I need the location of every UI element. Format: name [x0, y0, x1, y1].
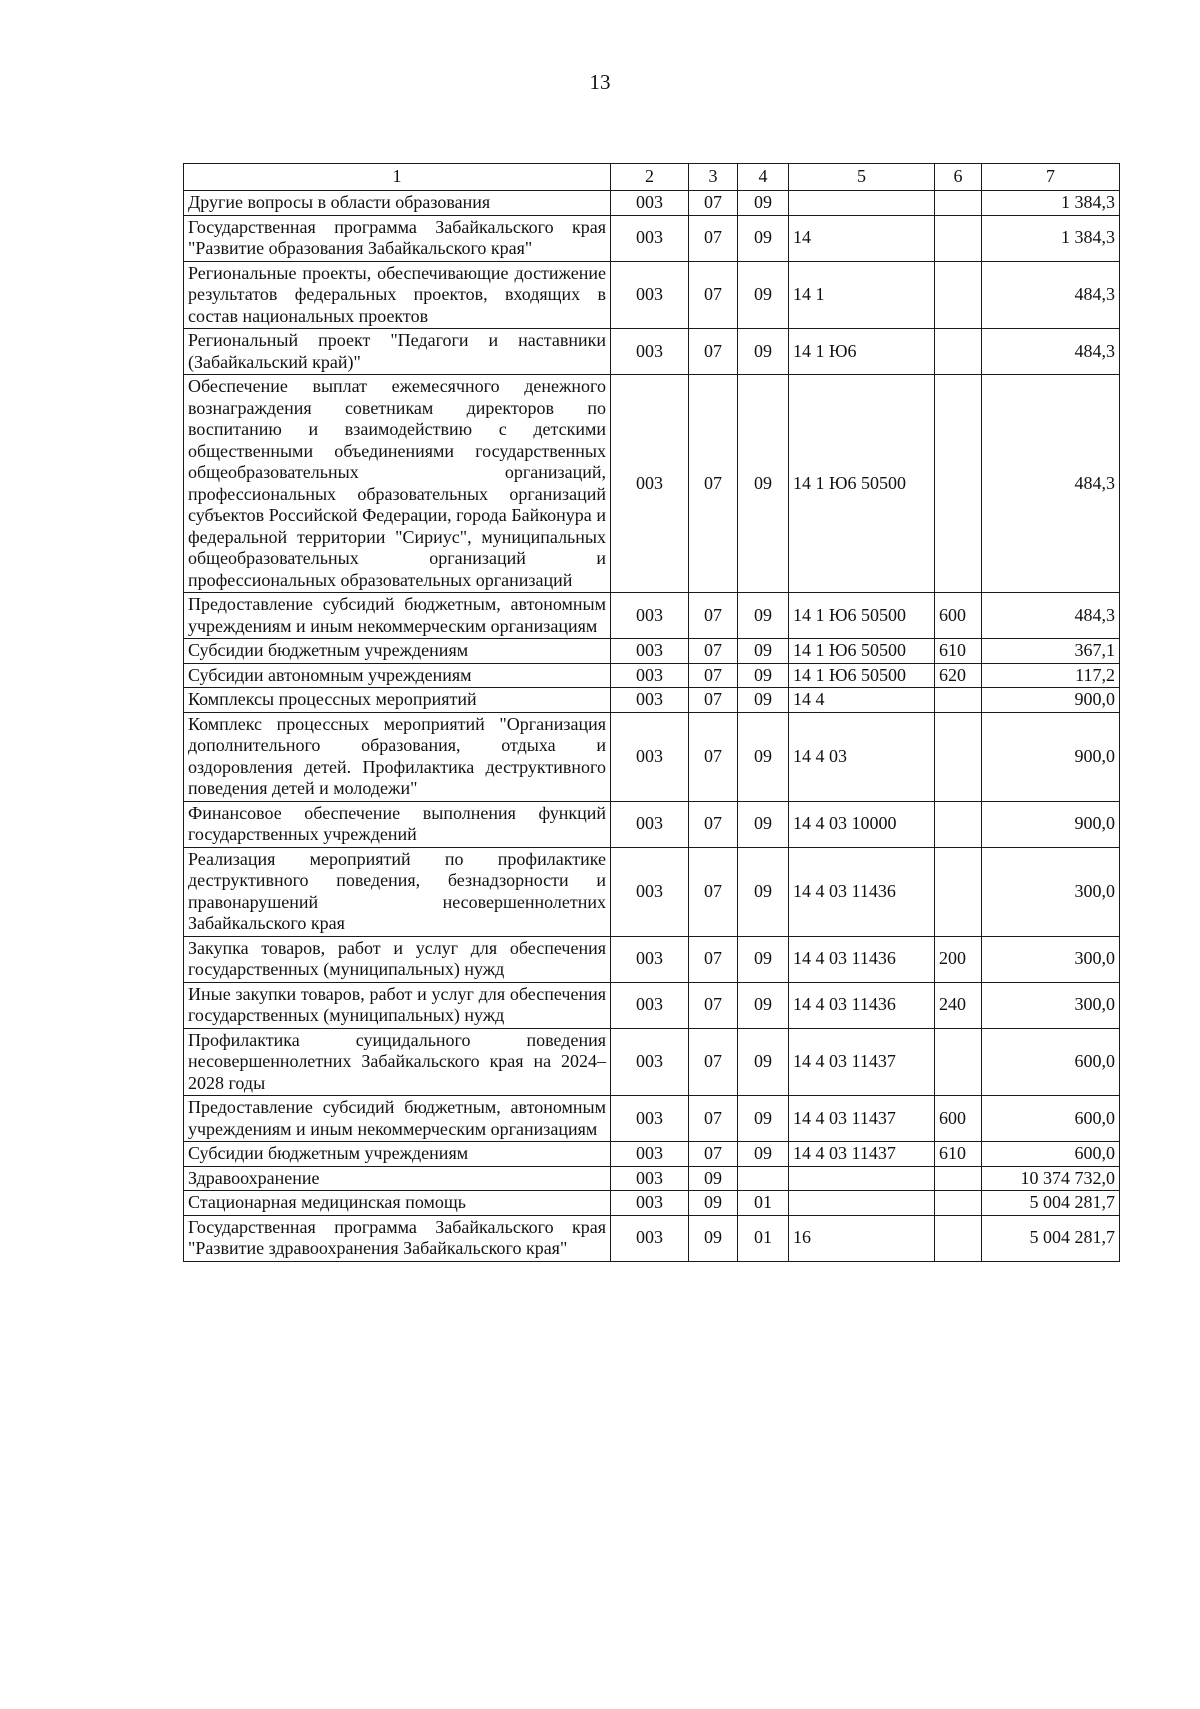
column-header-7: 7 — [982, 164, 1120, 191]
table-row — [184, 982, 1120, 1028]
ministry-code-cell: 003 — [611, 215, 689, 261]
table-row — [184, 847, 1120, 936]
subsection-code-cell: 09 — [738, 712, 789, 801]
table-row — [184, 375, 1120, 593]
subsection-code-cell: 09 — [738, 1142, 789, 1167]
section-code-cell: 07 — [689, 375, 738, 593]
subsection-code-cell: 09 — [738, 936, 789, 982]
target-article-cell: 14 4 03 11437 — [789, 1096, 935, 1142]
expense-type-cell — [935, 329, 982, 375]
target-article-cell: 14 1 Ю6 50500 — [789, 375, 935, 593]
table-header — [184, 164, 1120, 191]
section-code-cell: 07 — [689, 639, 738, 664]
section-code-cell: 07 — [689, 801, 738, 847]
column-header-1: 1 — [184, 164, 611, 191]
row-name-cell: Другие вопросы в области образования — [184, 191, 611, 216]
ministry-code-cell: 003 — [611, 936, 689, 982]
table-row — [184, 1191, 1120, 1216]
row-name-cell: Предоставление субсидий бюджетным, автономным учреждениям и иным некоммерческим организациям — [184, 593, 611, 639]
column-header-3: 3 — [689, 164, 738, 191]
subsection-code-cell: 09 — [738, 801, 789, 847]
table-row — [184, 1142, 1120, 1167]
target-article-cell: 14 1 Ю6 50500 — [789, 639, 935, 664]
target-article-cell: 14 4 03 — [789, 712, 935, 801]
expense-type-cell — [935, 215, 982, 261]
amount-cell: 10 374 732,0 — [982, 1166, 1120, 1191]
section-code-cell: 07 — [689, 593, 738, 639]
expense-type-cell: 600 — [935, 593, 982, 639]
amount-cell: 5 004 281,7 — [982, 1191, 1120, 1216]
column-header-5: 5 — [789, 164, 935, 191]
subsection-code-cell: 09 — [738, 215, 789, 261]
target-article-cell: 14 4 03 11436 — [789, 936, 935, 982]
target-article-cell: 14 1 — [789, 261, 935, 329]
expense-type-cell: 610 — [935, 1142, 982, 1167]
amount-cell: 484,3 — [982, 261, 1120, 329]
subsection-code-cell: 09 — [738, 593, 789, 639]
section-code-cell: 07 — [689, 191, 738, 216]
amount-cell: 600,0 — [982, 1142, 1120, 1167]
section-code-cell: 07 — [689, 1096, 738, 1142]
section-code-cell: 07 — [689, 936, 738, 982]
ministry-code-cell: 003 — [611, 712, 689, 801]
table-row — [184, 1166, 1120, 1191]
expense-type-cell — [935, 191, 982, 216]
subsection-code-cell: 09 — [738, 982, 789, 1028]
amount-cell: 117,2 — [982, 663, 1120, 688]
ministry-code-cell: 003 — [611, 261, 689, 329]
ministry-code-cell: 003 — [611, 688, 689, 713]
section-code-cell: 07 — [689, 1028, 738, 1096]
expense-type-cell — [935, 801, 982, 847]
table-row — [184, 329, 1120, 375]
ministry-code-cell: 003 — [611, 593, 689, 639]
table-body — [184, 191, 1120, 1262]
expense-type-cell: 240 — [935, 982, 982, 1028]
row-name-cell: Стационарная медицинская помощь — [184, 1191, 611, 1216]
subsection-code-cell: 09 — [738, 261, 789, 329]
header-row — [184, 164, 1120, 191]
amount-cell: 484,3 — [982, 375, 1120, 593]
subsection-code-cell: 01 — [738, 1215, 789, 1261]
expense-type-cell — [935, 261, 982, 329]
table-row — [184, 1096, 1120, 1142]
table-row — [184, 215, 1120, 261]
subsection-code-cell: 09 — [738, 375, 789, 593]
subsection-code-cell: 09 — [738, 1028, 789, 1096]
page-number: 13 — [589, 70, 611, 94]
row-name-cell: Комплекс процессных мероприятий "Организация дополнительного образования, отдыха и оздоровления детей. Профилактика деструктивного поведения детей и молодежи" — [184, 712, 611, 801]
subsection-code-cell: 09 — [738, 329, 789, 375]
target-article-cell: 14 4 03 10000 — [789, 801, 935, 847]
row-name-cell: Иные закупки товаров, работ и услуг для обеспечения государственных (муниципальных) нужд — [184, 982, 611, 1028]
ministry-code-cell: 003 — [611, 375, 689, 593]
target-article-cell: 14 1 Ю6 50500 — [789, 593, 935, 639]
subsection-code-cell: 09 — [738, 191, 789, 216]
section-code-cell: 09 — [689, 1166, 738, 1191]
expense-type-cell — [935, 1028, 982, 1096]
section-code-cell: 09 — [689, 1191, 738, 1216]
table-row — [184, 936, 1120, 982]
target-article-cell: 14 4 03 11436 — [789, 982, 935, 1028]
column-header-6: 6 — [935, 164, 982, 191]
section-code-cell: 07 — [689, 215, 738, 261]
target-article-cell: 14 4 — [789, 688, 935, 713]
row-name-cell: Финансовое обеспечение выполнения функций государственных учреждений — [184, 801, 611, 847]
expense-type-cell: 600 — [935, 1096, 982, 1142]
ministry-code-cell: 003 — [611, 1142, 689, 1167]
target-article-cell: 16 — [789, 1215, 935, 1261]
section-code-cell: 07 — [689, 688, 738, 713]
section-code-cell: 07 — [689, 982, 738, 1028]
subsection-code-cell: 09 — [738, 847, 789, 936]
table-row — [184, 261, 1120, 329]
expense-type-cell: 620 — [935, 663, 982, 688]
expense-type-cell — [935, 375, 982, 593]
ministry-code-cell: 003 — [611, 1166, 689, 1191]
column-header-2: 2 — [611, 164, 689, 191]
expense-type-cell: 200 — [935, 936, 982, 982]
table-row — [184, 1215, 1120, 1261]
row-name-cell: Государственная программа Забайкальского края "Развитие здравоохранения Забайкальского края" — [184, 1215, 611, 1261]
amount-cell: 367,1 — [982, 639, 1120, 664]
subsection-code-cell: 09 — [738, 688, 789, 713]
expense-type-cell — [935, 1166, 982, 1191]
target-article-cell: 14 1 Ю6 50500 — [789, 663, 935, 688]
row-name-cell: Комплексы процессных мероприятий — [184, 688, 611, 713]
ministry-code-cell: 003 — [611, 982, 689, 1028]
target-article-cell — [789, 1191, 935, 1216]
section-code-cell: 07 — [689, 1142, 738, 1167]
ministry-code-cell: 003 — [611, 801, 689, 847]
expense-type-cell — [935, 847, 982, 936]
table-row — [184, 639, 1120, 664]
subsection-code-cell: 09 — [738, 1096, 789, 1142]
expense-type-cell — [935, 712, 982, 801]
amount-cell: 300,0 — [982, 982, 1120, 1028]
ministry-code-cell: 003 — [611, 1096, 689, 1142]
row-name-cell: Региональный проект "Педагоги и наставники (Забайкальский край)" — [184, 329, 611, 375]
target-article-cell: 14 4 03 11437 — [789, 1028, 935, 1096]
section-code-cell: 09 — [689, 1215, 738, 1261]
ministry-code-cell: 003 — [611, 191, 689, 216]
amount-cell: 600,0 — [982, 1096, 1120, 1142]
ministry-code-cell: 003 — [611, 847, 689, 936]
table-row — [184, 712, 1120, 801]
ministry-code-cell: 003 — [611, 1191, 689, 1216]
section-code-cell: 07 — [689, 663, 738, 688]
section-code-cell: 07 — [689, 329, 738, 375]
subsection-code-cell — [738, 1166, 789, 1191]
row-name-cell: Субсидии автономным учреждениям — [184, 663, 611, 688]
row-name-cell: Субсидии бюджетным учреждениям — [184, 1142, 611, 1167]
expense-type-cell — [935, 1215, 982, 1261]
amount-cell: 484,3 — [982, 329, 1120, 375]
ministry-code-cell: 003 — [611, 1028, 689, 1096]
row-name-cell: Реализация мероприятий по профилактике деструктивного поведения, безнадзорности и правонарушений несовершеннолетних Забайкальского края — [184, 847, 611, 936]
amount-cell: 1 384,3 — [982, 215, 1120, 261]
ministry-code-cell: 003 — [611, 1215, 689, 1261]
table-row — [184, 663, 1120, 688]
target-article-cell: 14 1 Ю6 — [789, 329, 935, 375]
ministry-code-cell: 003 — [611, 663, 689, 688]
row-name-cell: Предоставление субсидий бюджетным, автономным учреждениям и иным некоммерческим организациям — [184, 1096, 611, 1142]
table-row — [184, 801, 1120, 847]
row-name-cell: Здравоохранение — [184, 1166, 611, 1191]
amount-cell: 5 004 281,7 — [982, 1215, 1120, 1261]
amount-cell: 900,0 — [982, 688, 1120, 713]
target-article-cell: 14 4 03 11436 — [789, 847, 935, 936]
expense-type-cell — [935, 1191, 982, 1216]
target-article-cell: 14 4 03 11437 — [789, 1142, 935, 1167]
section-code-cell: 07 — [689, 712, 738, 801]
row-name-cell: Региональные проекты, обеспечивающие достижение результатов федеральных проектов, входящих в состав национальных проектов — [184, 261, 611, 329]
table-row — [184, 1028, 1120, 1096]
amount-cell: 900,0 — [982, 712, 1120, 801]
subsection-code-cell: 01 — [738, 1191, 789, 1216]
target-article-cell — [789, 1166, 935, 1191]
row-name-cell: Закупка товаров, работ и услуг для обеспечения государственных (муниципальных) нужд — [184, 936, 611, 982]
section-code-cell: 07 — [689, 261, 738, 329]
amount-cell: 900,0 — [982, 801, 1120, 847]
table-row — [184, 593, 1120, 639]
ministry-code-cell: 003 — [611, 329, 689, 375]
expense-type-cell: 610 — [935, 639, 982, 664]
ministry-code-cell: 003 — [611, 639, 689, 664]
row-name-cell: Государственная программа Забайкальского края "Развитие образования Забайкальского края" — [184, 215, 611, 261]
target-article-cell: 14 — [789, 215, 935, 261]
table-row — [184, 688, 1120, 713]
amount-cell: 600,0 — [982, 1028, 1120, 1096]
budget-table — [183, 163, 1120, 1262]
row-name-cell: Обеспечение выплат ежемесячного денежного вознаграждения советникам директоров по воспитанию и взаимодействию с детскими общественными объединениями государственных общеобразовательных организаций, профессиональных образовательных организаций субъектов Российской Федерации, города Байконура и федеральной территории "Сириус", муниципальных общеобразовательных организаций и профессиональных образовательных организаций — [184, 375, 611, 593]
row-name-cell: Профилактика суицидального поведения несовершеннолетних Забайкальского края на 2024–2028 годы — [184, 1028, 611, 1096]
target-article-cell — [789, 191, 935, 216]
amount-cell: 300,0 — [982, 936, 1120, 982]
amount-cell: 300,0 — [982, 847, 1120, 936]
section-code-cell: 07 — [689, 847, 738, 936]
subsection-code-cell: 09 — [738, 663, 789, 688]
expense-type-cell — [935, 688, 982, 713]
row-name-cell: Субсидии бюджетным учреждениям — [184, 639, 611, 664]
amount-cell: 484,3 — [982, 593, 1120, 639]
amount-cell: 1 384,3 — [982, 191, 1120, 216]
table-row — [184, 191, 1120, 216]
column-header-4: 4 — [738, 164, 789, 191]
subsection-code-cell: 09 — [738, 639, 789, 664]
